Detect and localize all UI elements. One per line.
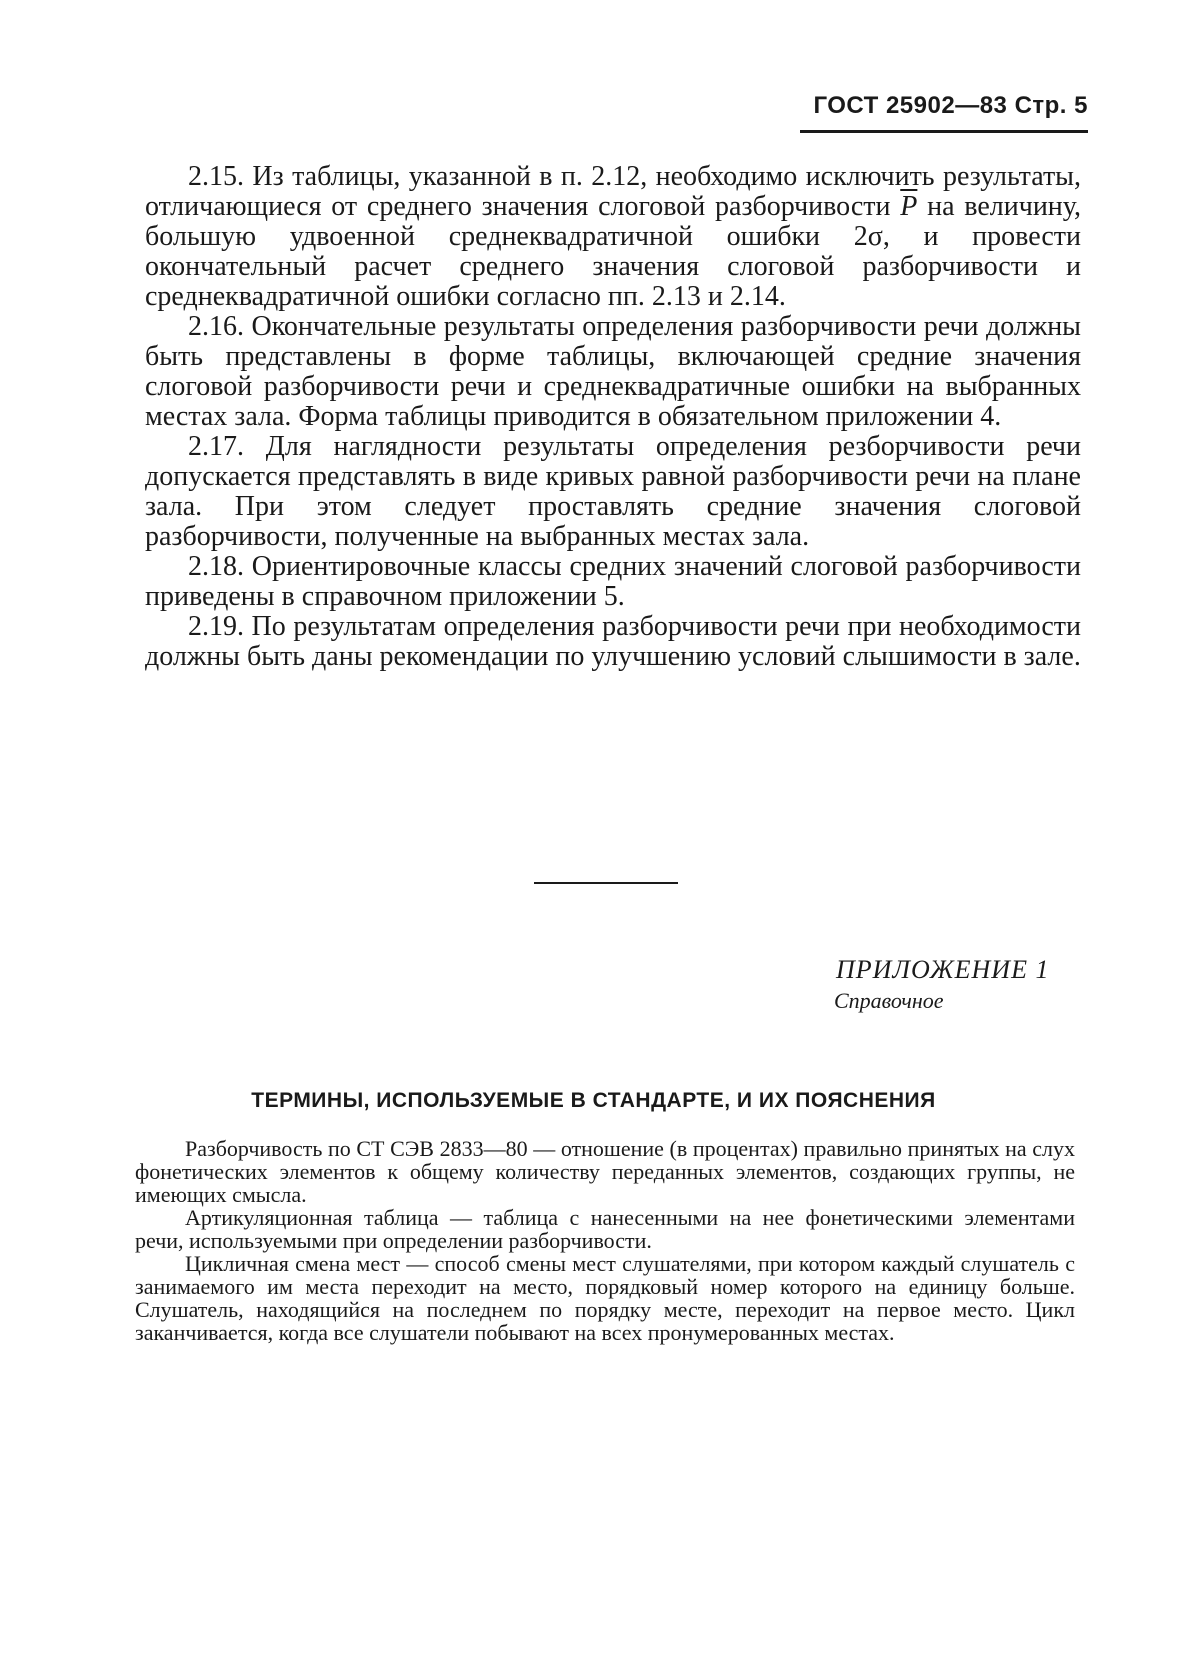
terms-heading: ТЕРМИНЫ, ИСПОЛЬЗУЕМЫЕ В СТАНДАРТЕ, И ИХ ПОЯСНЕНИЯ [251,1089,936,1112]
section-divider [534,882,678,884]
term-tsiklichnaya-smena-mest: Цикличная смена мест — способ смены мест слушателями, при котором каждый слушатель с занимаемого им места переходит на место, порядковый номер которого на единицу больше. Слушатель, находящийся на последнем по порядку месте, переходит на первое место. Цикл заканчивается, когда все слушатели побывают на всех пронумерованных местах. [135,1251,1075,1345]
paragraph-2-15-text-after: на величину, большую удвоенной среднеквадратичной ошибки 2σ, и провести окончательный расчет среднего значения слоговой разборчивости и среднеквадратичной ошибки согласно пп. 2.13 и 2.14. [145,191,1081,312]
header-rule [800,130,1088,133]
terms-list [135,1137,1075,1344]
standard-number: ГОСТ 25902—83 [813,92,1008,119]
paragraph-2-15-text-before: 2.15. Из таблицы, указанной в п. 2.12, необходимо исключить результаты, отличающиеся от среднего значения слоговой разборчивости [145,161,1081,222]
main-section [145,162,1081,672]
appendix-subtitle: Справочное [834,988,944,1013]
appendix-title: ПРИЛОЖЕНИЕ 1 [836,955,1050,984]
term-artikulyatsionnaya-tablitsa: Артикуляционная таблица — таблица с нанесенными на нее фонетическими элементами речи, используемыми при определении разборчивости. [135,1205,1075,1253]
p-bar-symbol: $\overline{P}$ [900,191,918,222]
paragraph-2-15 [145,162,1081,312]
paragraph-2-16: 2.16. Окончательные результаты определения разборчивости речи должны быть представлены в форме таблицы, включающей средние значения слоговой разборчивости речи и среднеквадратичные ошибки на выбранных местах зала. Форма таблицы приводится в обязательном приложении 4. [145,311,1081,432]
paragraph-2-17: 2.17. Для наглядности результаты определения резборчивости речи допускается представлять в виде кривых равной разборчивости речи на плане зала. При этом следует проставлять средние значения слоговой разборчивости, полученные на выбранных местах зала. [145,431,1081,552]
page-number: Стр. 5 [1014,92,1088,119]
page-header [813,92,1088,120]
paragraph-2-18: 2.18. Ориентировочные классы средних значений слоговой разборчивости приведены в справочном приложении 5. [145,551,1081,612]
term-razborchivost: Разборчивость по СТ СЭВ 2833—80 — отношение (в процентах) правильно принятых на слух фонетических элементов к общему количеству переданных элементов, создающих группы, не имеющих смысла. [135,1136,1075,1207]
paragraph-2-19: 2.19. По результатам определения разборчивости речи при необходимости должны быть даны рекомендации по улучшению условий слышимости в зале. [145,611,1081,672]
